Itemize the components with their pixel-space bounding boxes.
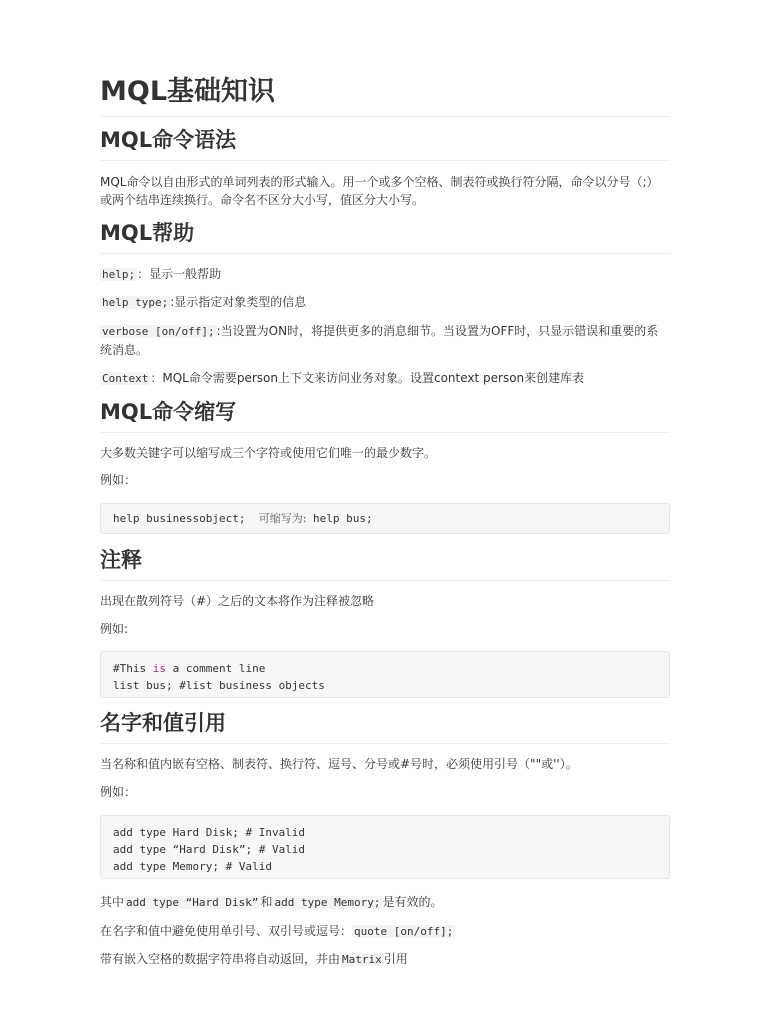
heading-abbreviation: MQL命令缩写: [100, 398, 670, 433]
quoting-note: [100, 950, 670, 969]
note-text: 是有效的。: [382, 895, 443, 909]
abbr-text: 大多数关键字可以缩写成三个字符或使用它们唯一的最少数字。: [100, 446, 437, 460]
code-text: a comment line: [166, 662, 266, 675]
inline-code: add type “Hard Disk”: [126, 896, 259, 909]
note-text: 在名字和值中避免使用单引号、双引号或逗号：: [100, 924, 353, 938]
quoting-note: [100, 893, 670, 912]
help-item: [100, 322, 670, 359]
page-title: MQL基础知识: [100, 76, 670, 117]
comments-example-label: 例如:: [100, 622, 129, 636]
note-text: 和: [260, 895, 273, 909]
code-text: list bus; #list business objects: [113, 679, 325, 692]
note-text: 其中: [100, 895, 125, 909]
code-text: help bus;: [313, 512, 373, 525]
help-item-code: help type;: [102, 296, 169, 309]
code-text: help businessobject;: [113, 512, 246, 525]
inline-code: quote [on/off];: [354, 925, 454, 938]
abbr-code-block: [100, 503, 670, 534]
heading-help: MQL帮助: [100, 219, 670, 254]
help-item-text: :显示指定对象类型的信息: [170, 295, 307, 309]
quoting-note: [100, 922, 670, 941]
inline-code: Matrix: [342, 953, 382, 966]
note-text: 带有嵌入空格的数据字符串将自动返回，并由: [100, 952, 341, 966]
code-line: add type Hard Disk; # Invalid: [113, 826, 306, 839]
help-item-code: verbose [on/off];: [102, 325, 215, 338]
syntax-text: MQL命令以自由形式的单词列表的形式输入。用一个或多个空格、制表符或换行符分隔，命令以分号（;）或两个结串连续换行。命令名不区分大小写，值区分大小写。: [100, 175, 659, 207]
comments-code-block: [100, 651, 670, 698]
quoting-code-block: [100, 815, 670, 879]
help-item: [100, 293, 670, 312]
code-keyword: is: [152, 662, 166, 675]
quoting-text: 当名称和值内嵌有空格、制表符、换行符、逗号、分号或#号时，必须使用引号（""或''）。: [100, 757, 578, 771]
inline-code: add type Memory;: [274, 896, 381, 909]
note-text: 引用: [383, 952, 408, 966]
help-item-text: ：显示一般帮助: [137, 267, 222, 281]
help-item-code: help;: [102, 268, 136, 281]
abbr-example-label: 例如：: [100, 473, 137, 487]
code-text: #This: [113, 662, 153, 675]
help-item-text: :当设置为ON时，将提供更多的消息细节。当设置为OFF时，只显示错误和重要的系统消息。: [100, 324, 659, 357]
help-item-code: Context: [102, 372, 149, 385]
help-item: [100, 369, 670, 388]
heading-syntax: MQL命令语法: [100, 126, 670, 161]
comments-text: 出现在散列符号（#）之后的文本将作为注释被忽略: [100, 594, 375, 608]
help-item-text: ：MQL命令需要person上下文来访问业务对象。设置context person来创建库表: [150, 371, 585, 385]
quoting-example-label: 例如：: [100, 785, 137, 799]
code-line: add type Memory; # Valid: [113, 860, 272, 873]
code-comment: 可缩写为:: [258, 512, 307, 525]
heading-comments: 注释: [100, 546, 670, 581]
code-line: add type “Hard Disk”; # Valid: [113, 843, 306, 856]
heading-quoting: 名字和值引用: [100, 709, 670, 744]
help-item: [100, 265, 670, 284]
